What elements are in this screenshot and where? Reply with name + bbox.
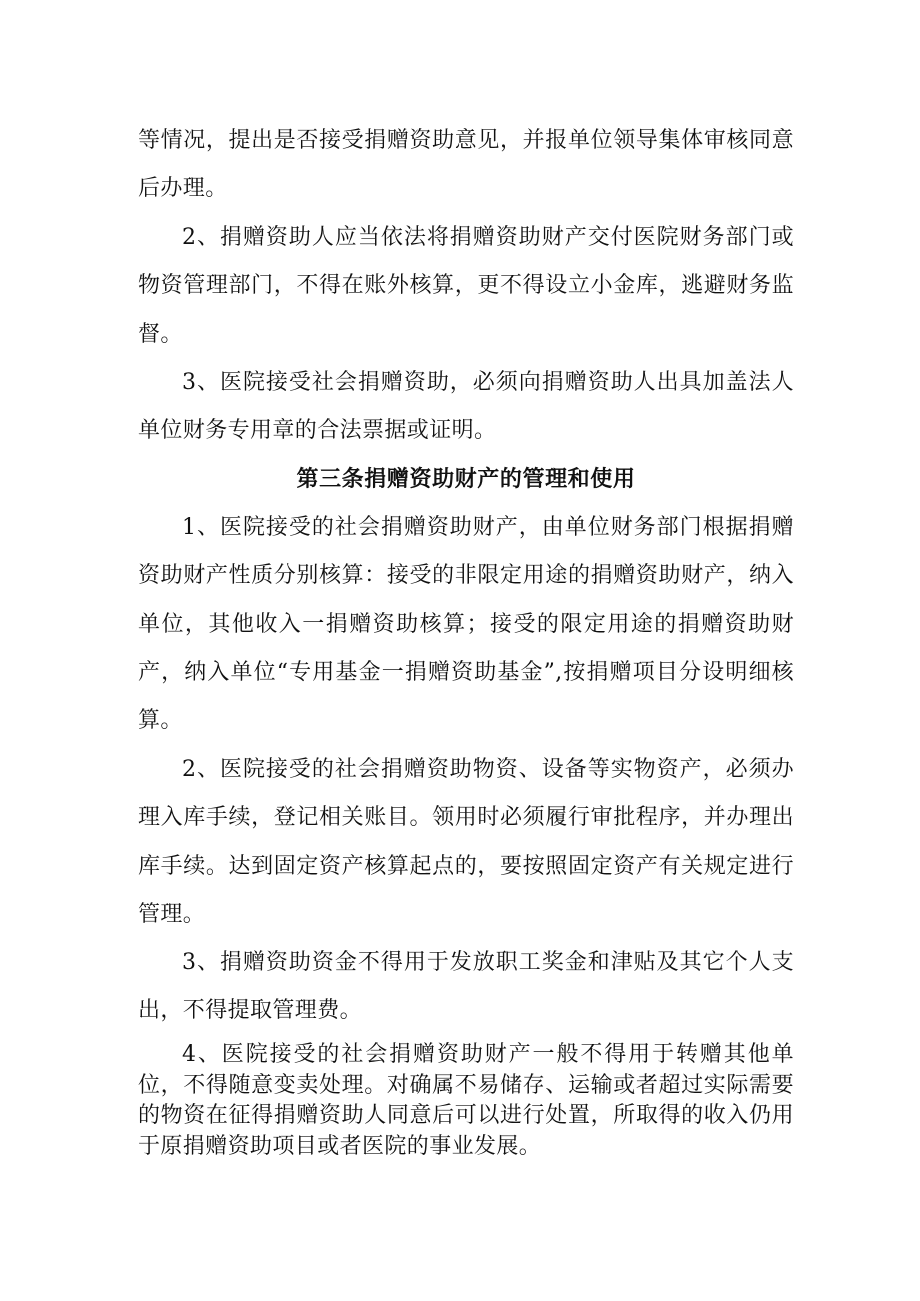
paragraph-continuation: 等情况，提出是否接受捐赠资助意见，并报单位领导集体审核同意后办理。 <box>138 128 794 202</box>
section-paragraph-2: 2、医院接受的社会捐赠资助物资、设备等实物资产，必须办理入库手续，登记相关账目。领用时必须履行审批程序，并办理出库手续。达到固定资产核算起点的，要按照固定资产有关规定进行管理。 <box>138 757 794 927</box>
paragraph-item-2: 2、捐赠资助人应当依法将捐赠资助财产交付医院财务部门或物资管理部门，不得在账外核算，更不得设立小金库，逃避财务监督。 <box>138 225 794 347</box>
section-paragraph-3: 3、捐赠资助资金不得用于发放职工奖金和津贴及其它个人支出，不得提取管理费。 <box>138 950 794 1024</box>
section-paragraph-4: 4、医院接受的社会捐赠资助财产一般不得用于转赠其他单位，不得随意变卖处理。对确属不易储存、运输或者超过实际需要的物资在征得捐赠资助人同意后可以进行处置，所取得的收入仍用于原捐赠资助项目或者医院的事业发展。 <box>138 1042 794 1159</box>
section-heading: 第三条捐赠资助财产的管理和使用 <box>296 466 636 492</box>
paragraph-item-3: 3、医院接受社会捐赠资助，必须向捐赠资助人出具加盖法人单位财务专用章的合法票据或证明。 <box>138 370 794 444</box>
section-paragraph-1: 1、医院接受的社会捐赠资助财产，由单位财务部门根据捐赠资助财产性质分别核算：接受的非限定用途的捐赠资助财产，纳入单位，其他收入一捐赠资助核算；接受的限定用途的捐赠资助财产，纳入单位“专用基金一捐赠资助基金”,按捐赠项目分设明细核算。 <box>138 515 794 734</box>
